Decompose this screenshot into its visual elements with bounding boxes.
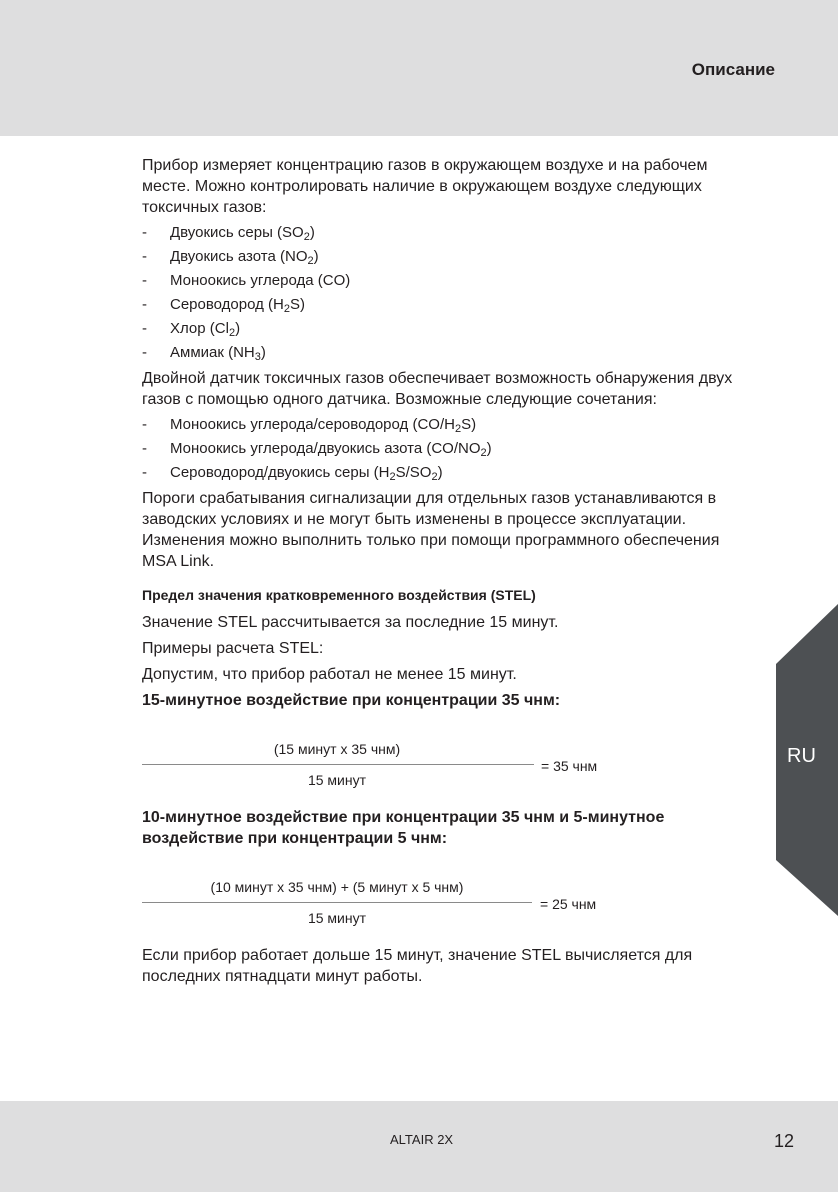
gas-name-tail: ) <box>235 320 241 337</box>
closing-paragraph <box>142 945 772 987</box>
subscript: 2 <box>480 447 487 459</box>
thresholds-line: Пороги срабатывания сигнализации для отдельных газов устанавливаются в <box>142 490 717 507</box>
list-item <box>142 221 772 245</box>
dash-bullet: - <box>142 416 147 433</box>
intro-paragraph <box>142 155 772 218</box>
example-title-line: воздействие при концентрации 5 чнм: <box>142 830 448 847</box>
subscript: 2 <box>389 471 396 483</box>
page-number: 12 <box>773 1131 794 1151</box>
formula-denominator: 15 минут <box>307 910 367 926</box>
dash-bullet: - <box>142 272 147 289</box>
combo-name-mid: S/SO <box>395 464 432 481</box>
gas-name: Двуокись азота (NO <box>170 248 308 265</box>
dash-bullet: - <box>142 320 147 337</box>
list-item <box>142 341 772 365</box>
combo-name-tail: ) <box>437 464 443 481</box>
combo-name: Моноокись углерода/сероводород (CO/H <box>170 416 455 433</box>
dual-line: Двойной датчик токсичных газов обеспечивает возможность обнаружения двух <box>142 370 733 387</box>
subscript: 3 <box>254 351 261 363</box>
gas-name-tail: S) <box>290 296 305 313</box>
dash-bullet: - <box>142 248 147 265</box>
formula-result: = 25 чнм <box>540 896 597 912</box>
formula-denominator: 15 минут <box>307 772 367 788</box>
stel-line: Допустим, что прибор работал не менее 15 минут. <box>142 666 517 683</box>
gas-name-tail: ) <box>313 248 319 265</box>
gas-name: Хлор (Cl <box>170 320 229 337</box>
intro-line: Прибор измеряет концентрацию газов в окружающем воздухе и на рабочем <box>142 157 708 174</box>
list-item <box>142 293 772 317</box>
example-title: 15-минутное воздействие при концентрации 35 чнм: <box>142 692 561 709</box>
thresholds-line: заводских условиях и не могут быть изменены в процессе эксплуатации. <box>142 511 687 528</box>
subscript: 2 <box>307 255 314 267</box>
combo-name: Сероводород/двуокись серы (H <box>170 464 390 481</box>
list-item <box>142 461 772 485</box>
gas-name: Аммиак (NH <box>170 344 255 361</box>
dash-bullet: - <box>142 296 147 313</box>
page-footer <box>0 1101 838 1192</box>
subscript: 2 <box>454 423 462 435</box>
formula-result: = 35 чнм <box>541 758 598 774</box>
dash-bullet: - <box>142 440 147 457</box>
section-title: Описание <box>691 60 775 79</box>
dash-bullet: - <box>142 224 147 241</box>
gas-name: Сероводород (H <box>170 296 284 313</box>
subscript: 2 <box>303 231 310 243</box>
intro-line: месте. Можно контролировать наличие в окружающем воздухе следующих <box>142 178 702 195</box>
thresholds-paragraph <box>142 488 772 572</box>
formula-numerator: (15 минут x 35 чнм) <box>273 741 401 757</box>
list-item <box>142 245 772 269</box>
gas-name: Двуокись серы (SO <box>170 224 304 241</box>
thresholds-line: Изменения можно выполнить только при помощи программного обеспечения <box>142 532 720 549</box>
list-item <box>142 437 772 461</box>
combo-name-tail: S) <box>461 416 477 433</box>
dual-line: газов с помощью одного датчика. Возможные следующие сочетания: <box>142 391 657 408</box>
product-model: ALTAIR 2X <box>390 1132 454 1147</box>
example-title-line: 10-минутное воздействие при концентрации 35 чнм и 5-минутное <box>142 809 665 826</box>
closing-line: последних пятнадцати минут работы. <box>142 968 423 985</box>
gas-name-tail: ) <box>260 344 266 361</box>
stel-line: Значение STEL рассчитывается за последние 15 минут. <box>142 614 559 631</box>
formula-numerator: (10 минут x 35 чнм) + (5 минут x 5 чнм) <box>210 879 464 895</box>
subscript: 2 <box>283 303 290 315</box>
page-header <box>0 0 838 136</box>
list-item <box>142 269 772 293</box>
intro-line: токсичных газов: <box>142 199 267 216</box>
stel-formula-1 <box>142 725 772 797</box>
main-content <box>142 155 772 987</box>
subscript: 2 <box>228 327 236 339</box>
list-item <box>142 413 772 437</box>
dash-bullet: - <box>142 344 147 361</box>
stel-line: Примеры расчета STEL: <box>142 640 324 657</box>
list-item <box>142 317 772 341</box>
gas-list <box>142 221 772 365</box>
fraction-bar <box>142 902 532 903</box>
gas-name-tail: ) <box>309 224 315 241</box>
combo-list <box>142 413 772 485</box>
dual-sensor-paragraph <box>142 368 772 410</box>
fraction-bar <box>142 764 534 765</box>
stel-heading: Предел значения кратковременного воздействия (STEL) <box>142 587 536 603</box>
closing-line: Если прибор работает дольше 15 минут, значение STEL вычисляется для <box>142 947 693 964</box>
gas-name: Моноокись углерода (CO) <box>170 272 351 289</box>
example-title <box>142 807 772 849</box>
combo-name-tail: ) <box>486 440 492 457</box>
subscript: 2 <box>431 471 438 483</box>
combo-name: Моноокись углерода/двуокись азота (CO/NO <box>170 440 481 457</box>
language-tab-label: RU <box>787 745 816 767</box>
stel-formula-2 <box>142 863 772 935</box>
thresholds-line: MSA Link. <box>142 553 215 570</box>
dash-bullet: - <box>142 464 147 481</box>
